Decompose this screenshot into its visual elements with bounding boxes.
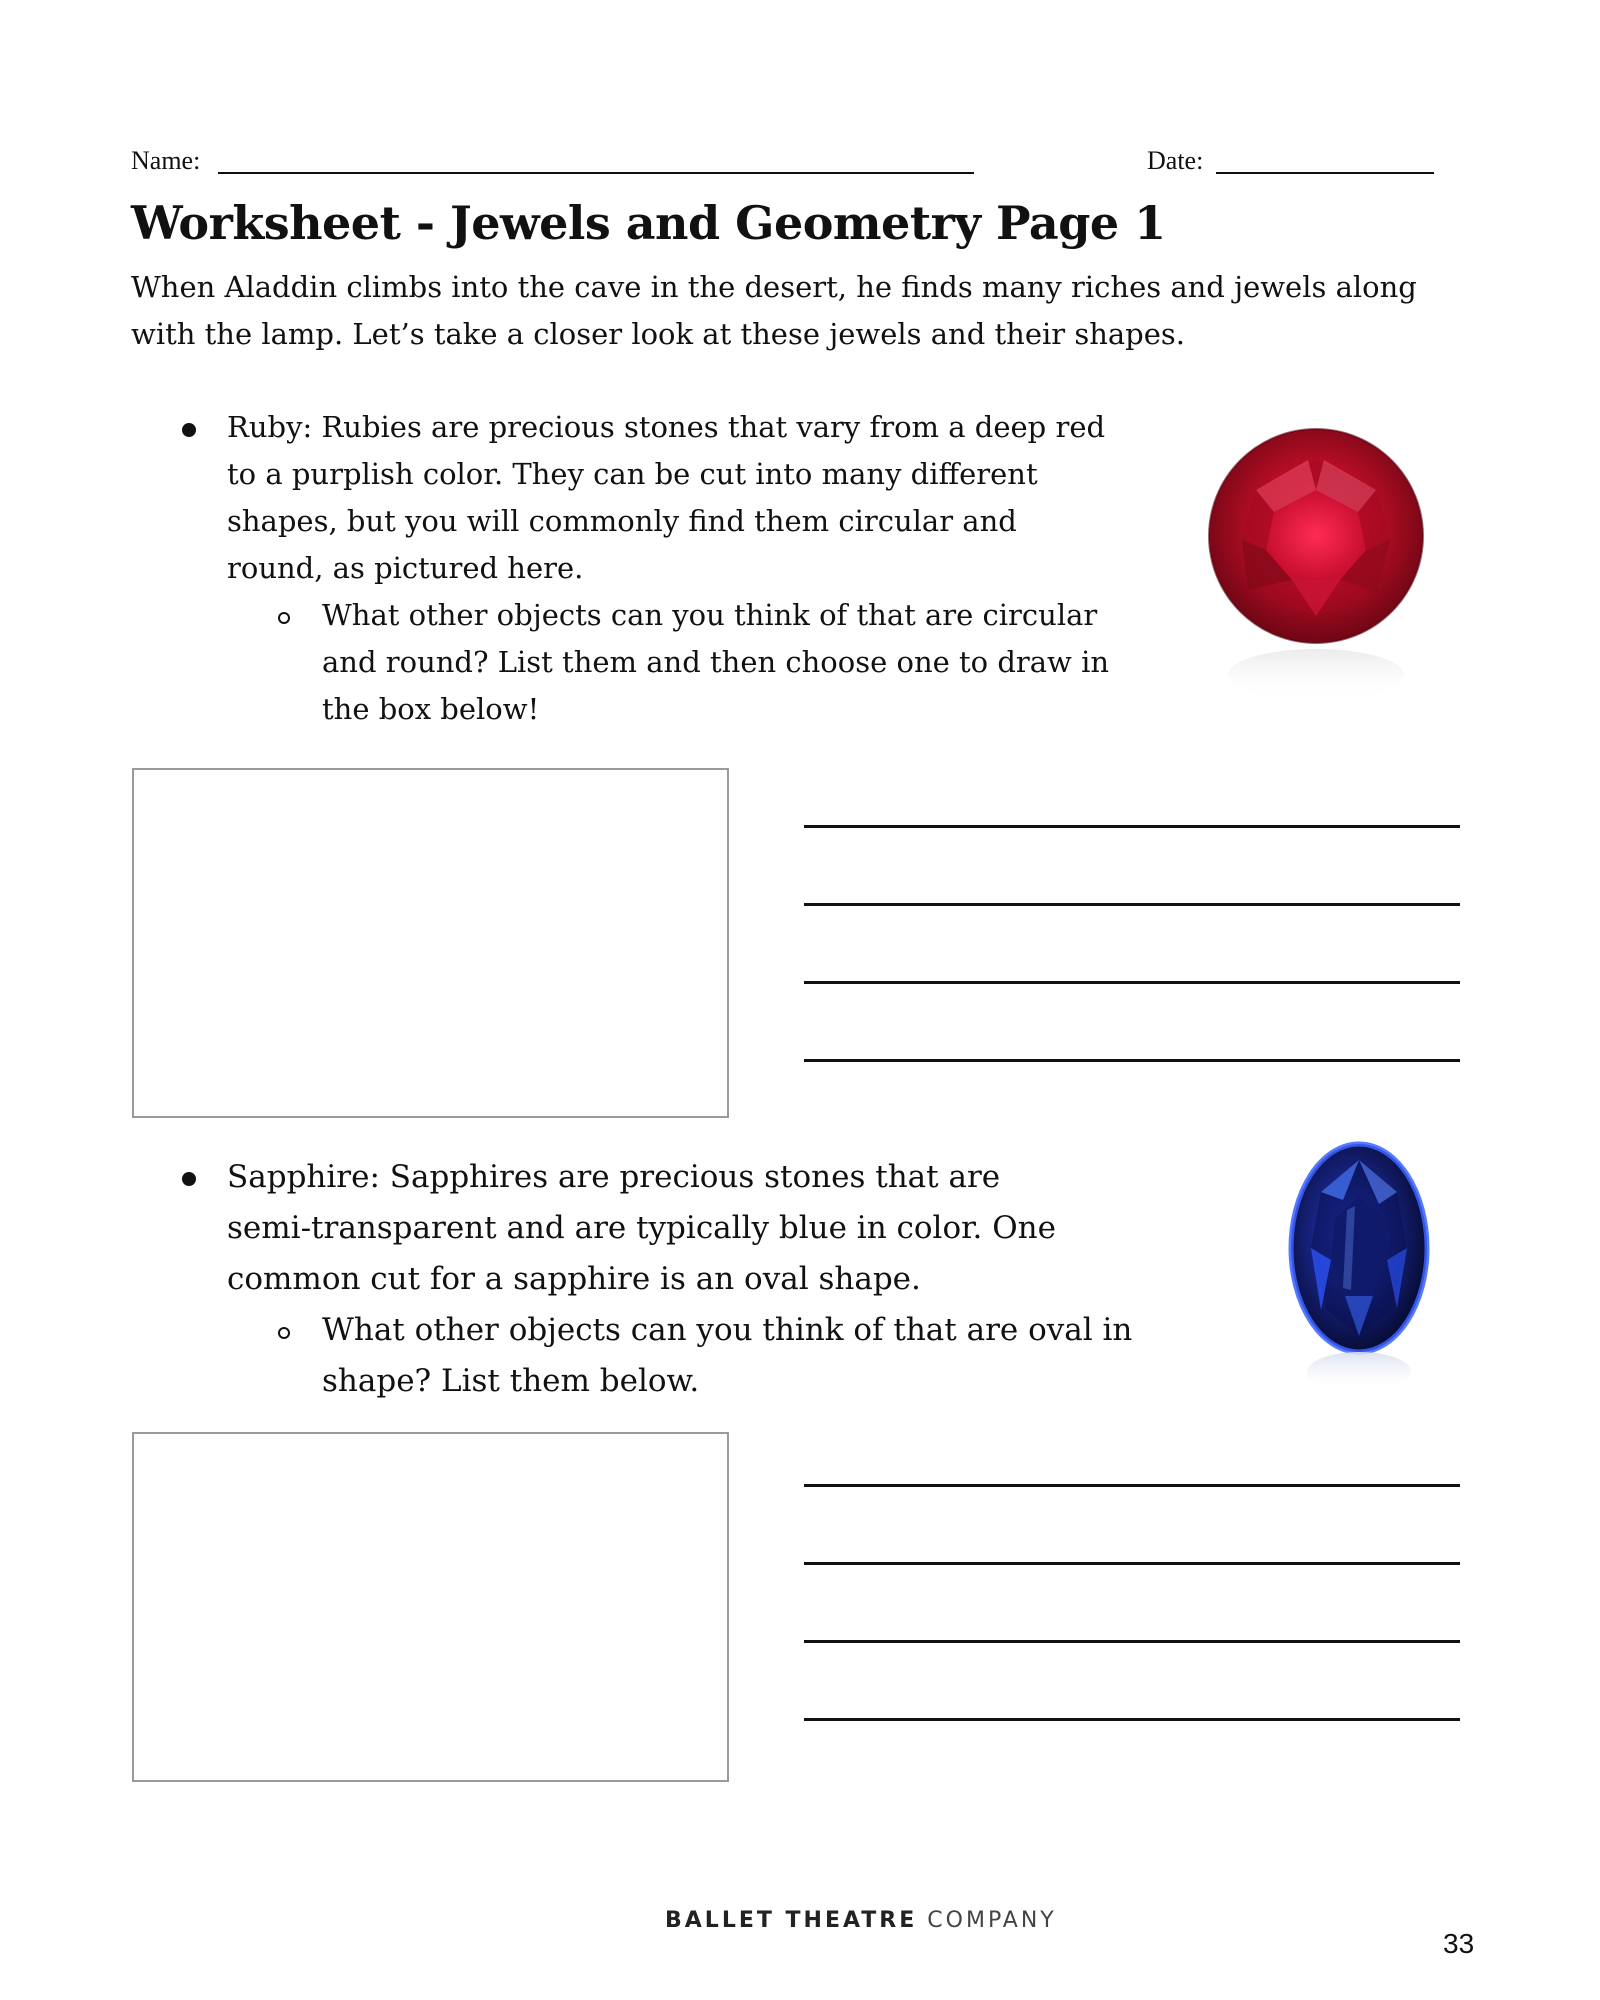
name-field-line[interactable] — [218, 172, 974, 174]
date-label: Date: — [1147, 146, 1204, 175]
sapphire-answer-line[interactable] — [804, 1562, 1460, 1565]
ruby-question-line: the box below! — [322, 692, 540, 726]
page-number: 33 — [1443, 1928, 1475, 1959]
sapphire-drawing-box[interactable] — [132, 1432, 729, 1782]
sapphire-bullet — [182, 1172, 196, 1186]
footer-brand-strong: BALLET THEATRE — [665, 1908, 918, 1933]
ruby-line: Ruby: Rubies are precious stones that vary from a deep red — [227, 410, 1106, 444]
sapphire-question-line: What other objects can you think of that are oval in — [322, 1312, 1133, 1348]
ruby-bullet — [182, 423, 196, 437]
sapphire-question-line: shape? List them below. — [322, 1363, 700, 1399]
date-field-line[interactable] — [1216, 172, 1434, 174]
ruby-line: shapes, but you will commonly find them circular and — [227, 504, 1017, 538]
ruby-answer-line[interactable] — [804, 825, 1460, 828]
name-label: Name: — [131, 146, 201, 175]
ruby-question-line: and round? List them and then choose one to draw in — [322, 645, 1110, 679]
footer-brand-light: COMPANY — [927, 1908, 1057, 1933]
ruby-question — [322, 592, 1109, 733]
sapphire-line: common cut for a sapphire is an oval shape. — [227, 1261, 921, 1297]
intro-paragraph: When Aladdin climbs into the cave in the desert, he finds many riches and jewels along with the lamp. Let’s take a closer look at these jewels and their shapes. — [131, 270, 1417, 351]
ruby-round-gem-icon — [1190, 420, 1440, 720]
ruby-answer-line[interactable] — [804, 981, 1460, 984]
ruby-question-line: What other objects can you think of that are circular — [322, 598, 1098, 632]
footer-brand-logo — [665, 1908, 1057, 1933]
sapphire-question — [322, 1305, 1132, 1407]
ruby-drawing-box[interactable] — [132, 768, 729, 1118]
sapphire-sub-bullet — [278, 1327, 290, 1339]
ruby-answer-line[interactable] — [804, 1059, 1460, 1062]
sapphire-description — [227, 1152, 1056, 1305]
ruby-sub-bullet — [278, 612, 290, 624]
page-title: Worksheet - Jewels and Geometry Page 1 — [131, 196, 1166, 250]
sapphire-line: Sapphire: Sapphires are precious stones that are — [227, 1159, 1001, 1195]
ruby-description — [227, 404, 1105, 592]
sapphire-answer-line[interactable] — [804, 1718, 1460, 1721]
sapphire-oval-gem-icon — [1285, 1140, 1445, 1400]
sapphire-answer-line[interactable] — [804, 1484, 1460, 1487]
ruby-answer-line[interactable] — [804, 903, 1460, 906]
ruby-line: round, as pictured here. — [227, 551, 584, 585]
sapphire-answer-line[interactable] — [804, 1640, 1460, 1643]
ruby-line: to a purplish color. They can be cut into many different — [227, 457, 1038, 491]
sapphire-line: semi-transparent and are typically blue in color. One — [227, 1210, 1056, 1246]
